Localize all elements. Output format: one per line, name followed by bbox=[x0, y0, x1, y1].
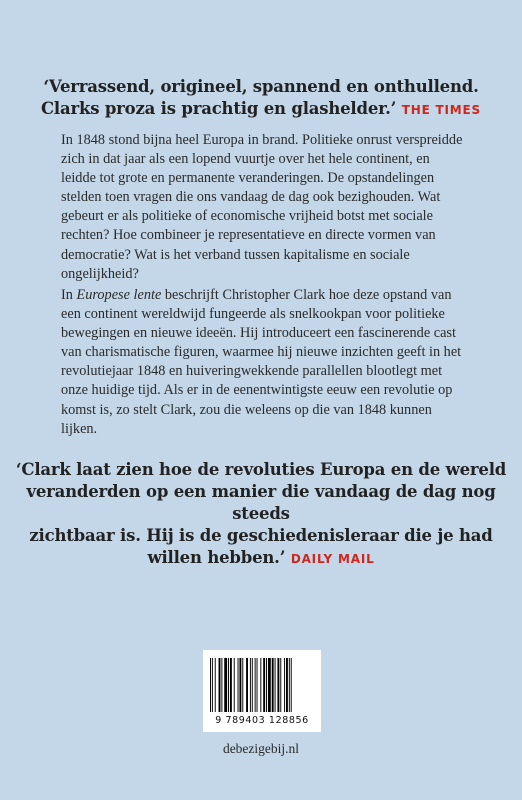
blurb-line: lijken. bbox=[61, 420, 98, 437]
isbn-number: 9 789403 128856 bbox=[215, 715, 309, 726]
quote-bottom-source: DAILY MAIL bbox=[290, 552, 375, 566]
quote-bottom-line-1: ‘Clark laat zien hoe de revoluties Europa en de wereld bbox=[15, 460, 507, 479]
barcode-bar bbox=[291, 658, 292, 712]
barcode-bar bbox=[266, 658, 267, 712]
quote-top bbox=[0, 76, 522, 121]
blurb-line: gebeurt er als politieke of economische vrijheid botst met sociale bbox=[61, 208, 433, 225]
blurb-paragraph-1 bbox=[61, 131, 471, 284]
blurb-line: onze huidige tijd. Als er in de eenentwintigste eeuw een revolutie op bbox=[61, 382, 453, 399]
blurb-line: van charismatische figuren, waarmee hij nieuwe inzichten geeft in het bbox=[61, 344, 462, 361]
blurb-suffix: beschrijft Christopher Clark hoe deze opstand van bbox=[161, 287, 452, 303]
barcode-bar bbox=[242, 658, 243, 712]
barcode-bar bbox=[250, 658, 251, 712]
barcode-bar bbox=[272, 658, 274, 712]
barcode-bar bbox=[219, 658, 221, 712]
barcode-bar bbox=[263, 658, 265, 712]
barcode-bar bbox=[238, 658, 239, 712]
quote-top-line-1: ‘Verrassend, origineel, spannend en onthullend. bbox=[43, 77, 479, 96]
barcode-bar bbox=[260, 658, 261, 712]
barcode bbox=[203, 650, 321, 732]
barcode-bar bbox=[230, 658, 232, 712]
barcode-bar bbox=[246, 658, 248, 712]
blurb-line: rechten? Hoe combineer je representatieve en directe vormen van bbox=[61, 227, 436, 244]
barcode-bar bbox=[257, 658, 258, 712]
barcode-bar bbox=[277, 658, 279, 712]
blurb-line bbox=[61, 286, 471, 305]
barcode-bar bbox=[224, 658, 227, 712]
barcode-bar bbox=[280, 658, 281, 712]
quote-bottom-line-4 bbox=[0, 547, 522, 570]
barcode-bar bbox=[286, 658, 288, 712]
barcode-bar bbox=[215, 658, 216, 712]
book-title: Europese lente bbox=[76, 287, 162, 303]
quote-top-source: THE TIMES bbox=[401, 103, 481, 117]
blurb-prefix: In bbox=[61, 287, 77, 303]
barcode-bar bbox=[212, 658, 213, 712]
blurb-line: een continent wereldwijd fungeerde als snelkookpan voor politieke bbox=[61, 306, 445, 323]
barcode-bar bbox=[255, 658, 256, 712]
blurb-line: ongelijkheid? bbox=[61, 265, 139, 282]
blurb-line: leidde tot grote en permanente veranderingen. De opstandelingen bbox=[61, 170, 435, 187]
barcode-bar bbox=[221, 658, 222, 712]
barcode-bars bbox=[210, 658, 314, 714]
quote-top-text: Clarks proza is prachtig en glashelder.’ bbox=[40, 99, 397, 118]
barcode-bar bbox=[234, 658, 235, 712]
blurb-line: In 1848 stond bijna heel Europa in brand. Politieke onrust verspreidde bbox=[61, 132, 463, 148]
publisher-url: debezigebij.nl bbox=[222, 741, 300, 756]
barcode-bar bbox=[268, 658, 271, 712]
quote-bottom bbox=[0, 459, 522, 570]
blurb-paragraph-2 bbox=[61, 286, 471, 439]
barcode-bar bbox=[289, 658, 290, 712]
blurb-line: bewegingen en nieuwe ideeën. Hij introduceert een fascinerende cast bbox=[61, 325, 456, 342]
barcode-bar bbox=[239, 658, 241, 712]
blurb-line: democratie? Wat is het verband tussen kapitalisme en sociale bbox=[61, 246, 410, 263]
barcode-bar bbox=[252, 658, 253, 712]
quote-bottom-line-3: zichtbaar is. Hij is de geschiedenisleraar die je had bbox=[29, 526, 493, 545]
blurb-line: komst is, zo stelt Clark, zou die weleens op die van 1848 kunnen bbox=[61, 401, 432, 418]
barcode-bar bbox=[228, 658, 229, 712]
quote-bottom-text: willen hebben.’ bbox=[147, 548, 286, 567]
quote-bottom-line-2: veranderden op een manier die vandaag de dag nog steeds bbox=[26, 482, 496, 523]
barcode-bar bbox=[210, 658, 211, 712]
quote-top-line-2 bbox=[0, 98, 522, 121]
barcode-bar bbox=[284, 658, 285, 712]
blurb-line: revolutiejaar 1848 en huiveringwekkende parallellen blootlegt met bbox=[61, 363, 443, 380]
barcode-bar bbox=[275, 658, 276, 712]
blurb-line: stelden toen vragen die ons vandaag de dag ook bezighouden. Wat bbox=[61, 189, 441, 206]
blurb-line: zich in dat jaar als een lopend vuurtje over het hele continent, en bbox=[61, 151, 430, 168]
